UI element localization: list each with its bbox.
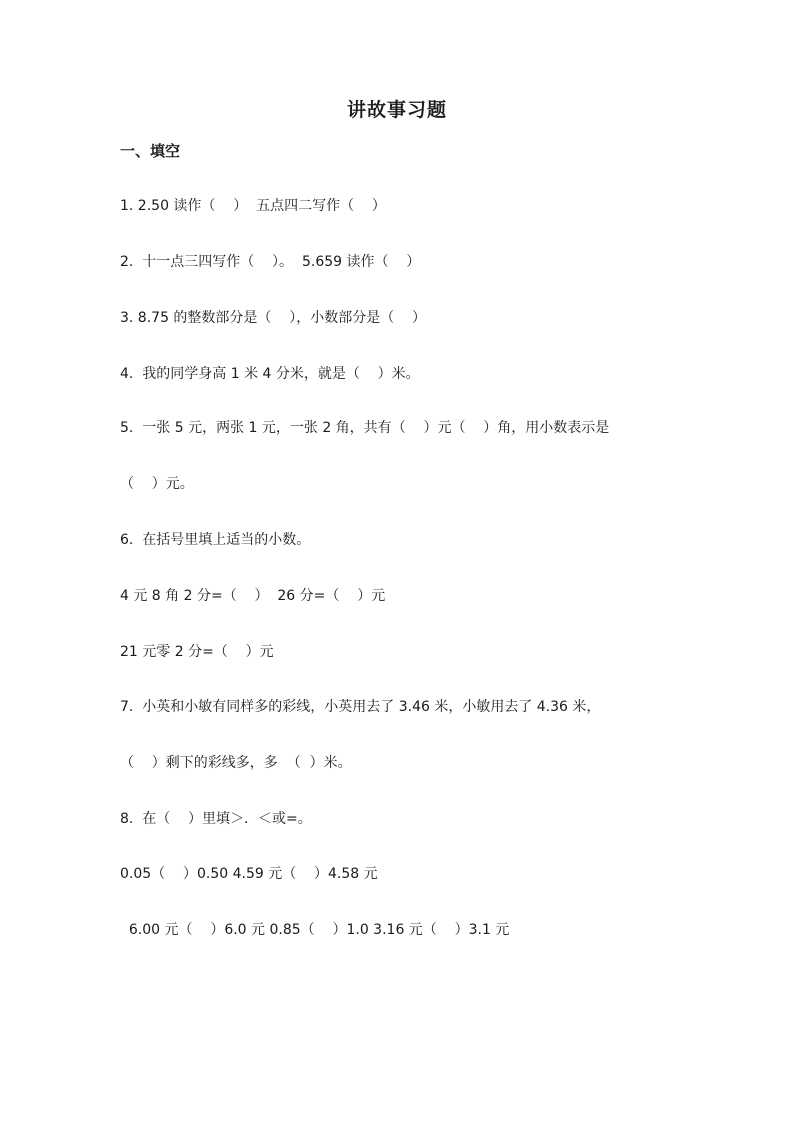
question-8-row-2: 6.00 元（ ）6.0 元 0.85（ ）1.0 3.16 元（ ）3.1 元: [120, 922, 510, 938]
question-2: 2. 十一点三四写作（ ）。 5.659 读作（ ）: [120, 254, 421, 270]
question-6-item-1: 4 元 8 角 2 分=（ ） 26 分=（ ）元: [120, 588, 386, 604]
page-title: 讲故事习题: [346, 99, 447, 121]
section-heading: 一、填空: [120, 142, 181, 160]
question-6: 6. 在括号里填上适当的小数。: [120, 532, 311, 548]
question-7-continued: （ ）剩下的彩线多，多 （ ）米。: [120, 755, 352, 771]
question-5-continued: （ ）元。: [120, 476, 194, 492]
question-3: 3. 8.75 的整数部分是（ ），小数部分是（ ）: [120, 310, 427, 326]
question-4: 4. 我的同学身高 1 米 4 分米，就是（ ）米。: [120, 366, 420, 382]
question-1: 1. 2.50 读作（ ） 五点四二写作（ ）: [120, 198, 386, 214]
question-6-item-2: 21 元零 2 分=（ ）元: [120, 644, 274, 660]
question-5: 5. 一张 5 元，两张 1 元，一张 2 角，共有（ ）元（ ）角，用小数表示是: [120, 420, 610, 436]
question-8-row-1: 0.05（ ）0.50 4.59 元（ ）4.58 元: [120, 866, 378, 882]
question-7: 7. 小英和小敏有同样多的彩线，小英用去了 3.46 米，小敏用去了 4.36 米，: [120, 699, 601, 715]
question-8: 8. 在（ ）里填＞．＜或=。: [120, 811, 312, 827]
